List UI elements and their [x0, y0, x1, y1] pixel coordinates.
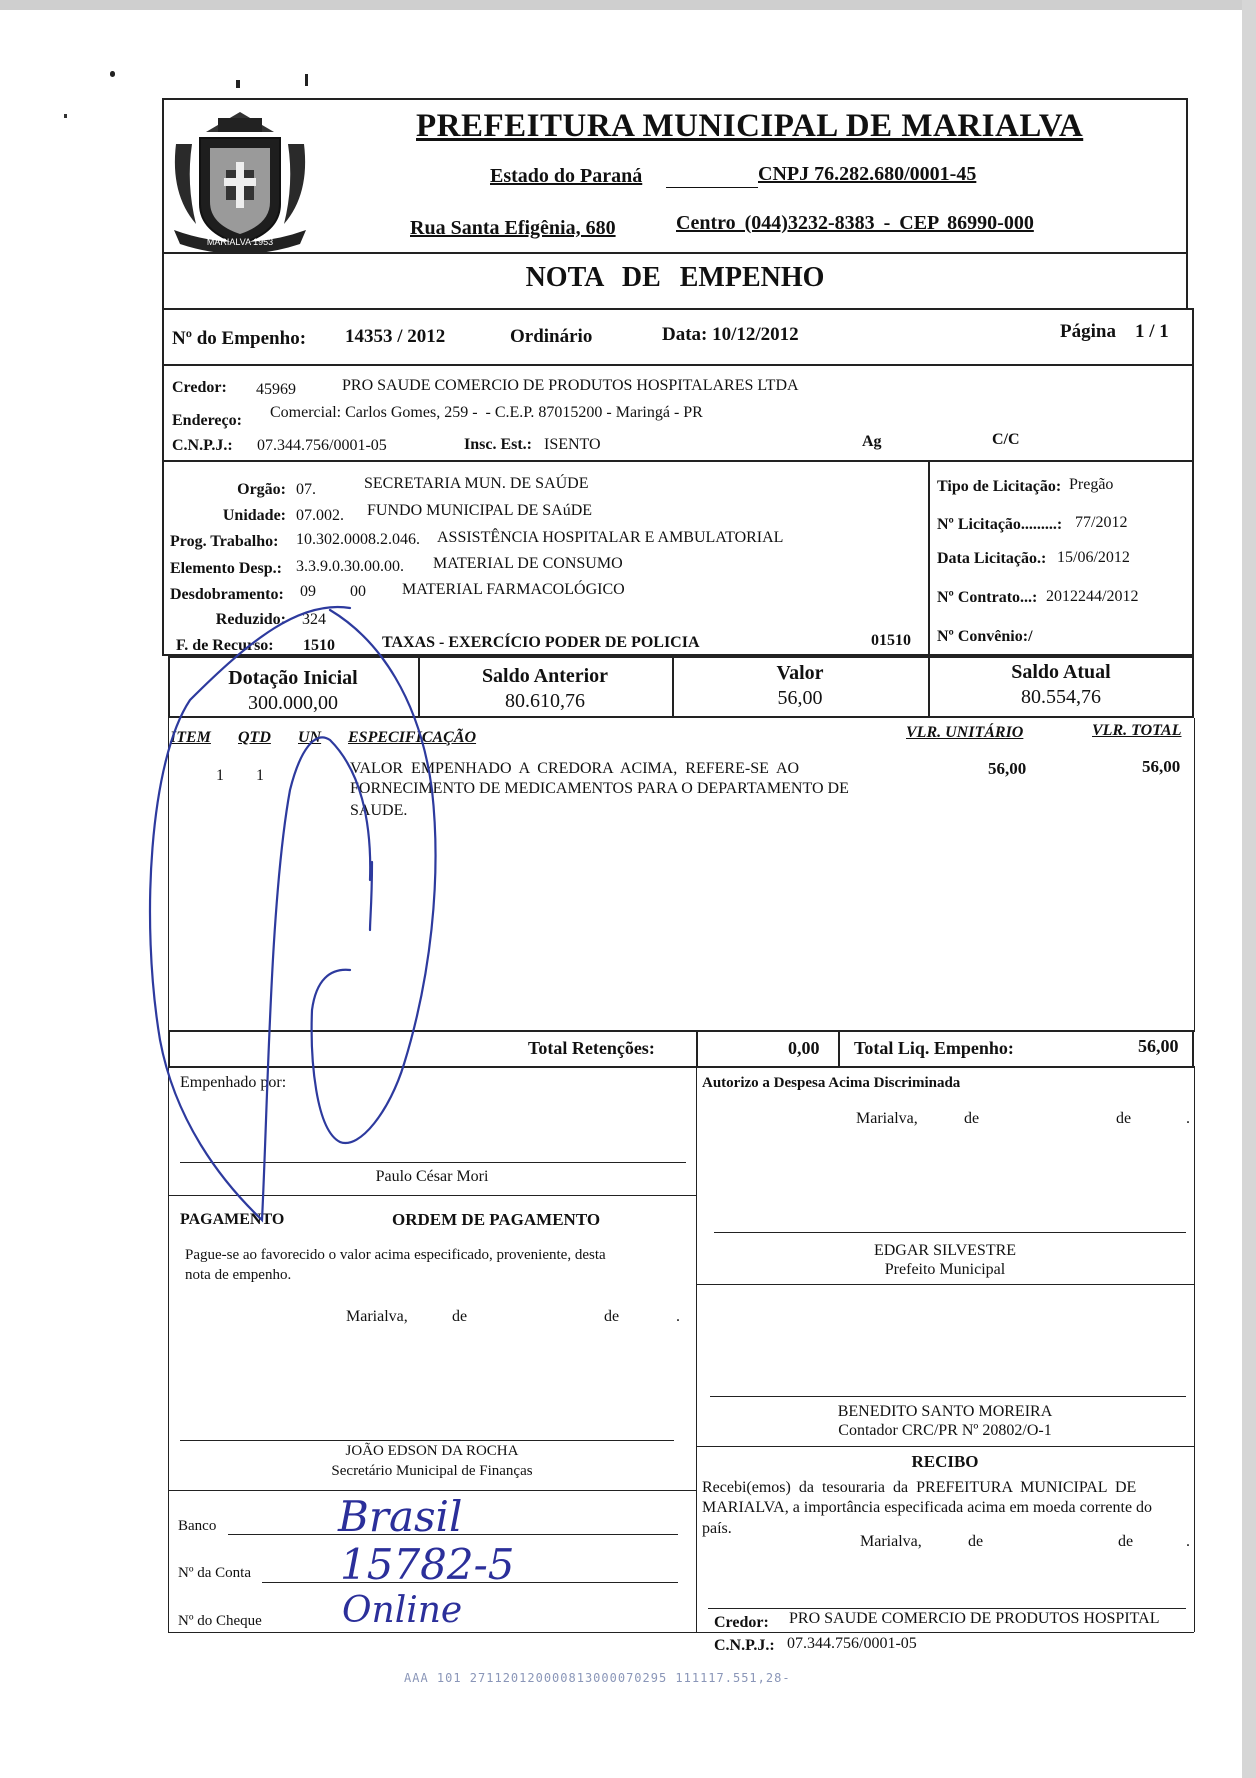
autorizo-label: Autorizo a Despesa Acima Discriminada [702, 1075, 961, 1091]
item-row-item: 1 [216, 767, 224, 784]
header-state-underline-extension [666, 187, 758, 188]
cheque-label: Nº do Cheque [178, 1613, 262, 1629]
pagamento-signer: JOÃO EDSON DA ROCHA [345, 1443, 519, 1459]
pagamento-de1: de [452, 1308, 468, 1325]
items-header-un: UN [298, 729, 322, 746]
recibo-de2: de [1118, 1533, 1134, 1550]
recurso-name: TAXAS - EXERCÍCIO PODER DE POLICIA [382, 634, 700, 651]
totals-box [168, 1030, 1194, 1068]
scan-speck [236, 80, 240, 88]
autorizo-de1: de [964, 1110, 980, 1127]
desdobramento-label: Desdobramento: [170, 586, 284, 603]
dotacao-inicial-value: 300.000,00 [248, 692, 338, 714]
header-title: PREFEITURA MUNICIPAL DE MARIALVA [416, 108, 1084, 144]
items-left-border [168, 718, 169, 1032]
recibo-text-line3: país. [702, 1520, 732, 1537]
doc-title: NOTA DE EMPENHO [525, 262, 825, 293]
coat-of-arms-icon [166, 104, 314, 262]
pagamento-city: Marialva, [346, 1308, 408, 1325]
prog-name: ASSISTÊNCIA HOSPITALAR E AMBULATORIAL [437, 529, 784, 546]
recibo-city: Marialva, [860, 1533, 922, 1550]
recurso-code2: 01510 [871, 632, 911, 649]
prog-label: Prog. Trabalho: [170, 533, 279, 550]
empenho-number: 14353 / 2012 [345, 326, 446, 347]
items-header-espec: ESPECIFICAÇÃO [348, 729, 477, 746]
recibo-credor-name: PRO SAUDE COMERCIO DE PRODUTOS HOSPITAL [789, 1610, 1160, 1627]
licitacao-numero-label: Nº Licitação.........: [937, 516, 1063, 533]
recibo-cnpj-label: C.N.P.J.: [714, 1637, 775, 1654]
header-cnpj: CNPJ 76.282.680/0001-45 [758, 163, 977, 185]
empenho-page: 1 / 1 [1135, 321, 1169, 342]
credor-code: 45969 [256, 381, 296, 398]
autorizo-de2: de [1116, 1110, 1132, 1127]
pagamento-period: . [676, 1308, 680, 1325]
recibo-de1: de [968, 1533, 984, 1550]
empenho-page-label: Página [1060, 321, 1116, 342]
cheque-handwritten: Online [342, 1590, 463, 1631]
liq-empenho-label: Total Liq. Empenho: [854, 1038, 1014, 1058]
licitacao-convenio-label: Nº Convênio:/ [937, 628, 1033, 645]
unidade-name: FUNDO MUNICIPAL DE SAúDE [367, 502, 593, 519]
recibo-text-line2: MARIALVA, a importância especificada acima em moeda corrente do [702, 1499, 1153, 1516]
header-address: Rua Santa Efigênia, 680 [410, 217, 616, 239]
totals-divider-1 [696, 1030, 698, 1068]
licitacao-tipo-label: Tipo de Licitação: [937, 478, 1062, 495]
valor-label: Valor [776, 662, 824, 684]
header-state: Estado do Paraná [490, 165, 643, 187]
empenhado-signature-line [180, 1162, 686, 1163]
scan-speck [305, 74, 308, 86]
desdobramento-code1: 09 [300, 583, 316, 600]
lower-right-border [1194, 1066, 1195, 1632]
saldo-anterior-label: Saldo Anterior [481, 665, 609, 687]
autorizo-period: . [1186, 1110, 1190, 1127]
empenho-date: Data: 10/12/2012 [662, 324, 799, 345]
recibo-credor-label: Credor: [714, 1614, 769, 1631]
item-row-vlr-total: 56,00 [1142, 757, 1181, 776]
item-row-desc-line3: SAUDE. [350, 802, 408, 819]
items-header-qtd: QTD [238, 729, 271, 746]
item-row-desc-line1: VALOR EMPENHADO A CREDORA ACIMA, REFERE-SE AO [350, 760, 800, 777]
autorizo-signer: EDGAR SILVESTRE [873, 1242, 1017, 1259]
empenho-type: Ordinário [510, 326, 593, 347]
credor-cnpj: 07.344.756/0001-05 [257, 437, 387, 454]
header-district-phone-cep: Centro (044)3232-8383 - CEP 86990-000 [676, 212, 1034, 234]
empenhado-label: Empenhado por: [180, 1074, 287, 1091]
autorizo-role: Prefeito Municipal [884, 1261, 1006, 1278]
licitacao-contrato-label: Nº Contrato...: [937, 589, 1038, 606]
contador-crc: Contador CRC/PR Nº 20802/O-1 [838, 1422, 1052, 1439]
item-row-vlr-unit: 56,00 [988, 759, 1027, 778]
unidade-code: 07.002. [296, 507, 344, 524]
licitacao-tipo: Pregão [1069, 476, 1114, 493]
orgao-code: 07. [296, 481, 316, 498]
licitacao-data-label: Data Licitação.: [937, 550, 1047, 567]
recibo-credor-line [708, 1608, 1186, 1609]
credor-cnpj-label: C.N.P.J.: [172, 437, 233, 454]
empenhado-name: Paulo César Mori [375, 1168, 489, 1185]
scan-speck [110, 71, 115, 77]
pagamento-label: PAGAMENTO [180, 1211, 285, 1228]
item-row-qtd: 1 [256, 767, 264, 784]
licitacao-numero: 77/2012 [1075, 514, 1128, 531]
pagamento-text-line2: nota de empenho. [185, 1267, 292, 1283]
saldo-atual-label: Saldo Atual [1011, 661, 1111, 683]
header-divider [162, 252, 1188, 254]
credor-name: PRO SAUDE COMERCIO DE PRODUTOS HOSPITALARES LTDA [342, 377, 799, 394]
conta-handwritten: 15782-5 [340, 1540, 515, 1589]
banco-top-line [168, 1490, 696, 1491]
credor-address: Comercial: Carlos Gomes, 259 - - C.E.P. 87015200 - Maringá - PR [270, 404, 703, 421]
licitacao-contrato: 2012244/2012 [1046, 588, 1139, 605]
credor-insc-label: Insc. Est.: [464, 436, 533, 453]
licitacao-divider [928, 460, 930, 656]
footer-code: AAA 101 271120120000813000070295 111117.551,28- [404, 1671, 791, 1685]
lower-mid-border [696, 1066, 697, 1632]
coat-of-arms-text: MARIALVA 1953 [206, 237, 274, 247]
elemento-label: Elemento Desp.: [170, 560, 282, 577]
recibo-cnpj: 07.344.756/0001-05 [787, 1635, 917, 1652]
licitacao-data: 15/06/2012 [1057, 549, 1130, 566]
banco-label: Banco [178, 1518, 217, 1534]
credor-address-label: Endereço: [172, 412, 242, 429]
credor-insc: ISENTO [544, 436, 601, 453]
recurso-label: F. de Recurso: [176, 637, 274, 654]
pagamento-de2: de [604, 1308, 620, 1325]
item-row-desc-line2: FORNECIMENTO DE MEDICAMENTOS PARA O DEPARTAMENTO DE [350, 780, 849, 797]
recibo-period: . [1186, 1533, 1190, 1550]
retencoes-value: 0,00 [788, 1038, 820, 1058]
lower-left-border [168, 1066, 169, 1632]
saldo-anterior-value: 80.610,76 [505, 690, 585, 712]
reduzido-value: 324 [302, 611, 326, 628]
autorizo-signature-line [714, 1232, 1186, 1233]
orgao-label: Orgão: [237, 481, 286, 498]
prog-code: 10.302.0008.2.046. [296, 531, 420, 548]
retencoes-label: Total Retenções: [528, 1038, 655, 1058]
desdobramento-name: MATERIAL FARMACOLÓGICO [402, 581, 625, 598]
recurso-code: 1510 [303, 637, 335, 654]
items-header-item: ITEM [170, 729, 211, 746]
totals-divider-2 [838, 1030, 840, 1068]
recibo-text-line1: Recebi(emos) da tesouraria da PREFEITURA MUNICIPAL DE [702, 1479, 1137, 1496]
scan-top-band [0, 0, 1256, 10]
dotacao-inicial-label: Dotação Inicial [228, 667, 358, 689]
recibo-title: RECIBO [911, 1452, 979, 1471]
empenho-label: Nº do Empenho: [172, 328, 307, 349]
unidade-label: Unidade: [222, 507, 286, 524]
cheque-field-line [276, 1632, 678, 1633]
reduzido-label: Reduzido: [215, 611, 286, 628]
contador-top-line [696, 1284, 1194, 1285]
saldo-atual-value: 80.554,76 [1021, 686, 1101, 708]
pagamento-text-line1: Pague-se ao favorecido o valor acima especificado, proveniente, desta [185, 1247, 606, 1263]
ordem-pagamento-label: ORDEM DE PAGAMENTO [392, 1210, 601, 1229]
autorizo-city: Marialva, [856, 1110, 918, 1127]
pagamento-top-line [168, 1195, 696, 1196]
orgao-name: SECRETARIA MUN. DE SAÚDE [364, 475, 589, 492]
items-right-border [1194, 718, 1195, 1032]
pagamento-signature-line [180, 1440, 674, 1441]
pagamento-role: Secretário Municipal de Finanças [331, 1463, 533, 1479]
items-header-vlr-unit: VLR. UNITÁRIO [906, 724, 1024, 741]
items-header-vlr-total: VLR. TOTAL [1092, 722, 1182, 739]
valor-value: 56,00 [777, 687, 823, 709]
scan-speck [64, 114, 67, 118]
elemento-code: 3.3.9.0.30.00.00. [296, 558, 404, 575]
elemento-name: MATERIAL DE CONSUMO [433, 555, 623, 572]
credor-label: Credor: [172, 379, 227, 396]
contador-name: BENEDITO SANTO MOREIRA [837, 1403, 1053, 1420]
conta-label: Nº da Conta [178, 1565, 251, 1581]
credor-ag-label: Ag [862, 433, 882, 450]
credor-cc-label: C/C [992, 431, 1020, 448]
recibo-top-line [696, 1446, 1194, 1447]
scan-right-edge [1242, 0, 1256, 1778]
desdobramento-code2: 00 [350, 583, 366, 600]
banco-handwritten: Brasil [338, 1492, 463, 1541]
contador-signature-line [710, 1396, 1186, 1397]
liq-empenho-value: 56,00 [1138, 1036, 1179, 1056]
